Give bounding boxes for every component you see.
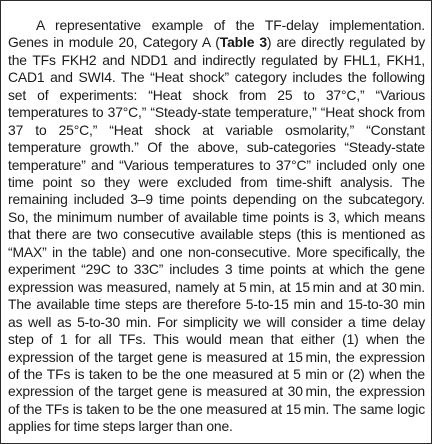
body-paragraph [8, 17, 425, 436]
paragraph-text-start: A representative example of the TF-delay implementation. Genes in module 20, Category A ( [8, 16, 425, 51]
table-reference-link[interactable]: Table 3 [219, 34, 267, 51]
paragraph-text-rest: ) are directly regulated by the TFs FKH2 and NDD1 and indirectly regulated by FHL1, FKH1, CAD1 and SWI4. The “Heat shock” category includes the following set of experiments: “Heat shock from 25 to 37°C,” “Various temperatures to 37°C,” “Steady-state temperature,” “Heat shock from 37 to 25°C,” “Heat shock at variable osmolarity,” “Constant temperature growth.” Of the above, sub-categories “Steady-state temperature” and “Various temperatures to 37°C” included only one time point so they were excluded from time-shift analysis. The remaining included 3–9 time points depending on the subcategory. So, the minimum number of available time points is 3, which means that there are two consecutive available steps (this is mentioned as “MAX” in the table) and one non-consecutive. More specifically, the experiment “29C to 33C” includes 3 time points at which the gene expression was measured, namely at 5 min, at 15 min and at 30 min. The available time steps are therefore 5-to-15 min and 15-to-30 min as well as 5-to-30 min. For simplicity we will consider a time delay step of 1 for all TFs. This would mean that either (1) when the expression of the target gene is measured at 15 min, the expression of the TFs is taken to be the one measured at 5 min or (2) when the expression of the target gene is measured at 30 min, the expression of the TFs is taken to be the one measured at 15 min. The same logic applies for time steps larger than one. [8, 34, 425, 435]
